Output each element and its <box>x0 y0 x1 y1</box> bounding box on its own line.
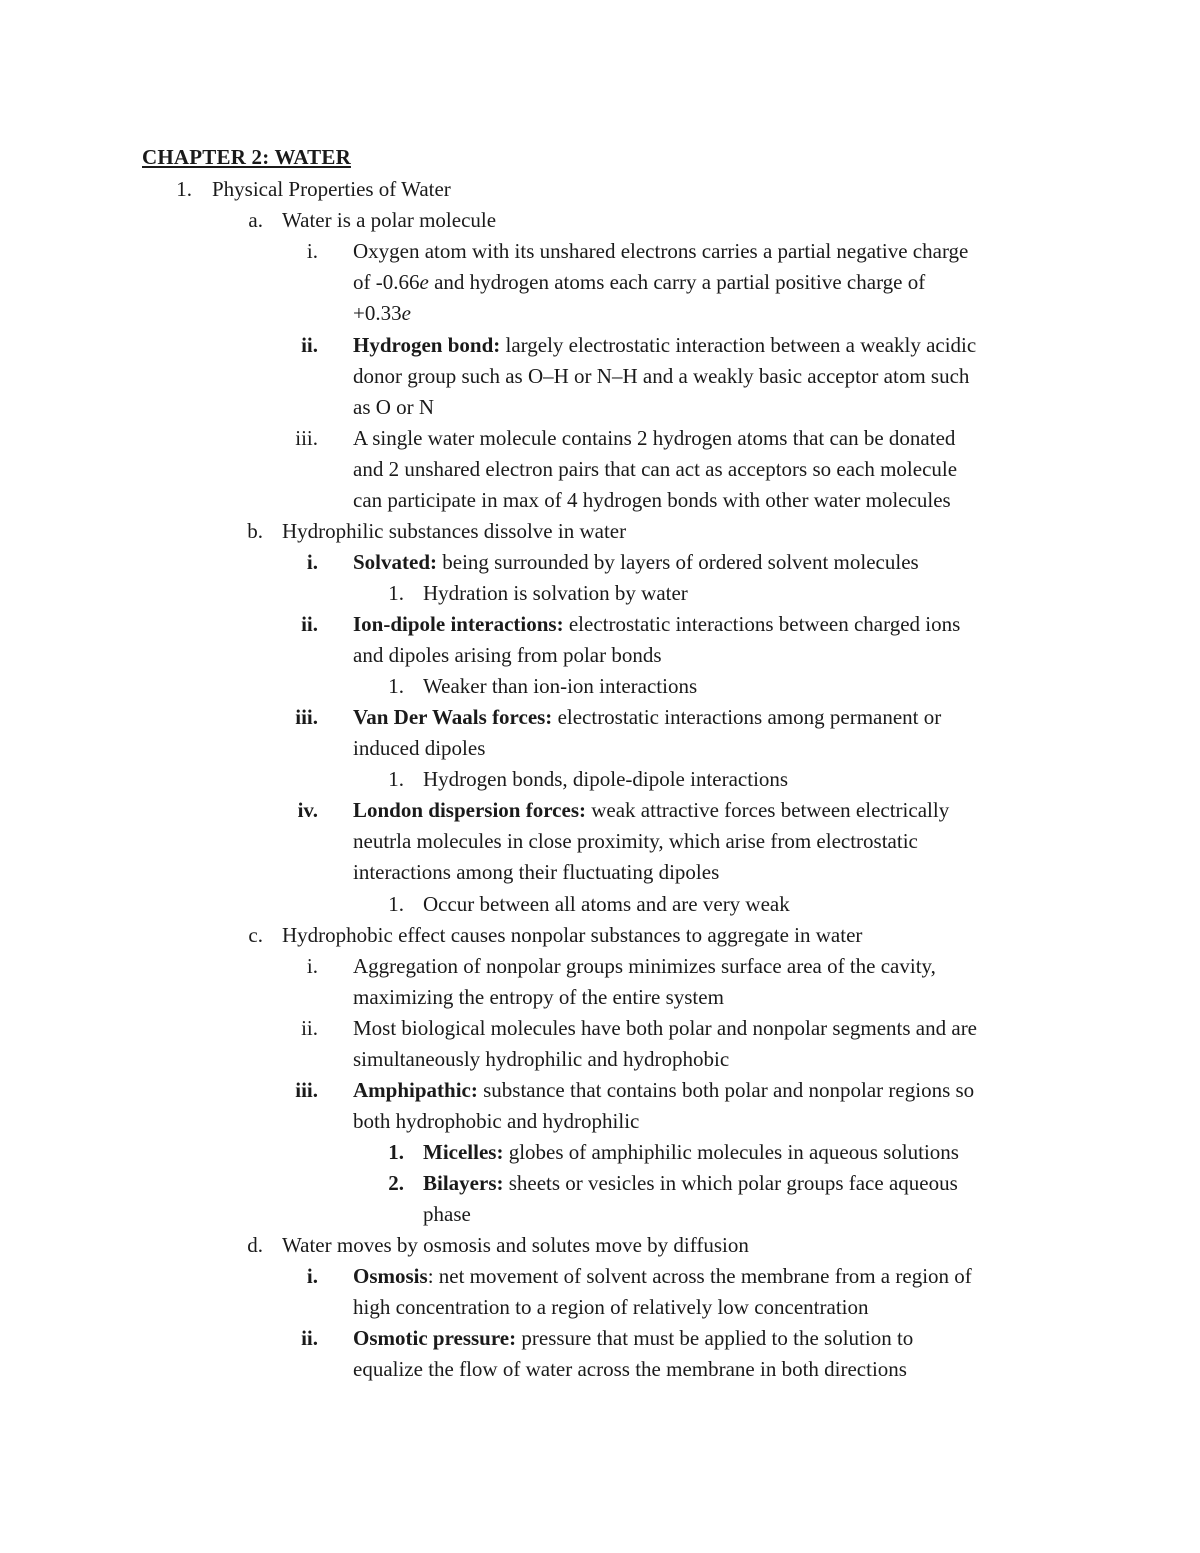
item-description: Most biological molecules have both polar and nonpolar segments and are <box>353 1016 978 1040</box>
item-description: Hydrogen bonds, dipole-dipole interactions <box>423 767 789 791</box>
list-item-text <box>353 1292 868 1323</box>
list-marker: 1. <box>388 892 404 916</box>
item-description: high concentration to a region of relatively low concentration <box>353 1295 869 1319</box>
list-item-text <box>353 1323 913 1354</box>
item-description: +0.33e <box>353 301 411 325</box>
list-item-text <box>353 1075 974 1106</box>
item-description: can participate in max of 4 hydrogen bonds with other water molecules <box>353 488 951 512</box>
list-item-text <box>353 392 434 423</box>
item-description: and dipoles arising from polar bonds <box>353 643 662 667</box>
list-marker: iii. <box>295 705 318 729</box>
list-item-text <box>353 733 485 764</box>
list-item-text <box>353 361 969 392</box>
list-item-text <box>423 889 790 920</box>
list-item-text <box>353 982 724 1013</box>
list-item-text <box>353 298 411 329</box>
item-description: Aggregation of nonpolar groups minimizes surface area of the cavity, <box>353 954 936 978</box>
list-item-text <box>353 236 968 267</box>
list-marker: ii. <box>301 612 318 636</box>
item-description: : net movement of solvent across the membrane from a region of <box>427 1264 972 1288</box>
list-item-text <box>353 795 949 826</box>
item-description: donor group such as O–H or N–H and a weakly basic acceptor atom such <box>353 364 970 388</box>
list-item-text <box>353 1106 639 1137</box>
list-item-text <box>353 1261 972 1292</box>
item-description: A single water molecule contains 2 hydrogen atoms that can be donated <box>353 426 956 450</box>
list-item-text <box>423 578 688 609</box>
list-item-text <box>353 423 955 454</box>
item-description: neutrla molecules in close proximity, which arise from electrostatic <box>353 829 918 853</box>
list-marker: ii. <box>301 1326 318 1350</box>
defined-term: Osmosis <box>353 1264 428 1288</box>
item-description: equalize the flow of water across the membrane in both directions <box>353 1357 907 1381</box>
list-marker: 2. <box>388 1171 404 1195</box>
item-description: Hydrophobic effect causes nonpolar substances to aggregate in water <box>282 923 863 947</box>
list-marker: 1. <box>176 177 192 201</box>
list-item-text <box>353 1354 907 1385</box>
chapter-title: CHAPTER 2: WATER <box>142 145 351 169</box>
defined-term: Amphipathic: <box>353 1078 478 1102</box>
list-marker: 1. <box>388 581 404 605</box>
list-marker: iii. <box>295 1078 318 1102</box>
item-description: substance that contains both polar and nonpolar regions so <box>477 1078 975 1102</box>
list-item-text <box>353 857 719 888</box>
list-item-text <box>353 1044 729 1075</box>
list-item-text <box>282 205 496 236</box>
defined-term: London dispersion forces: <box>353 798 586 822</box>
item-description: induced dipoles <box>353 736 486 760</box>
item-description: Hydration is solvation by water <box>423 581 688 605</box>
list-item-text <box>353 951 936 982</box>
item-description: Oxygen atom with its unshared electrons carries a partial negative charge <box>353 239 969 263</box>
defined-term: Osmotic pressure: <box>353 1326 517 1350</box>
list-item-text <box>282 920 862 951</box>
list-item-text <box>282 516 626 547</box>
list-item-text <box>423 1199 471 1230</box>
defined-term: Micelles: <box>423 1140 504 1164</box>
list-marker: iii. <box>295 426 318 450</box>
item-description: simultaneously hydrophilic and hydrophobic <box>353 1047 730 1071</box>
item-description: maximizing the entropy of the entire system <box>353 985 724 1009</box>
list-item-text <box>353 609 960 640</box>
item-description: Physical Properties of Water <box>212 177 451 201</box>
list-marker: i. <box>306 954 318 978</box>
list-marker: ii. <box>301 333 318 357</box>
item-description: phase <box>423 1202 471 1226</box>
defined-term: Solvated: <box>353 550 437 574</box>
defined-term: Hydrogen bond: <box>353 333 501 357</box>
list-item-text <box>353 547 919 578</box>
item-description: Hydrophilic substances dissolve in water <box>282 519 627 543</box>
list-item-text <box>353 702 941 733</box>
list-item-text <box>353 485 951 516</box>
item-description: globes of amphiphilic molecules in aqueous solutions <box>503 1140 959 1164</box>
item-description: interactions among their fluctuating dipoles <box>353 860 720 884</box>
list-marker: iv. <box>297 798 318 822</box>
list-marker: c. <box>248 923 263 947</box>
list-item-text <box>212 174 451 205</box>
list-marker: 1. <box>388 1140 404 1164</box>
item-description: both hydrophobic and hydrophilic <box>353 1109 640 1133</box>
list-item-text <box>423 1137 959 1168</box>
list-item-text <box>353 640 662 671</box>
item-description: electrostatic interactions among permanent or <box>552 705 942 729</box>
item-description: and 2 unshared electron pairs that can act as acceptors so each molecule <box>353 457 958 481</box>
list-marker: ii. <box>301 1016 318 1040</box>
list-item-text <box>423 764 788 795</box>
list-marker: i. <box>306 550 318 574</box>
list-item-text <box>353 267 925 298</box>
list-item-text <box>353 454 957 485</box>
defined-term: Bilayers: <box>423 1171 504 1195</box>
item-description: weak attractive forces between electrically <box>585 798 950 822</box>
list-marker: 1. <box>388 767 404 791</box>
item-description: being surrounded by layers of ordered solvent molecules <box>437 550 919 574</box>
item-description: sheets or vesicles in which polar groups face aqueous <box>503 1171 958 1195</box>
item-description: Water is a polar molecule <box>282 208 497 232</box>
item-description: Water moves by osmosis and solutes move by diffusion <box>282 1233 749 1257</box>
list-item-text <box>423 1168 958 1199</box>
list-item-text <box>353 330 976 361</box>
defined-term: Ion-dipole interactions: <box>353 612 564 636</box>
list-item-text <box>353 1013 977 1044</box>
list-item-text <box>353 826 918 857</box>
list-item-text <box>282 1230 749 1261</box>
item-description: as O or N <box>353 395 435 419</box>
list-marker: a. <box>248 208 263 232</box>
item-description: pressure that must be applied to the solution to <box>516 1326 914 1350</box>
list-marker: 1. <box>388 674 404 698</box>
list-marker: b. <box>247 519 263 543</box>
list-marker: i. <box>306 239 318 263</box>
list-item-text <box>423 671 697 702</box>
list-marker: d. <box>247 1233 263 1257</box>
item-description: of -0.66e and hydrogen atoms each carry a partial positive charge of <box>353 270 926 294</box>
item-description: Weaker than ion-ion interactions <box>423 674 698 698</box>
item-description: largely electrostatic interaction between a weakly acidic <box>500 333 977 357</box>
item-description: electrostatic interactions between charged ions <box>563 612 961 636</box>
item-description: Occur between all atoms and are very weak <box>423 892 790 916</box>
defined-term: Van Der Waals forces: <box>353 705 553 729</box>
list-marker: i. <box>306 1264 318 1288</box>
